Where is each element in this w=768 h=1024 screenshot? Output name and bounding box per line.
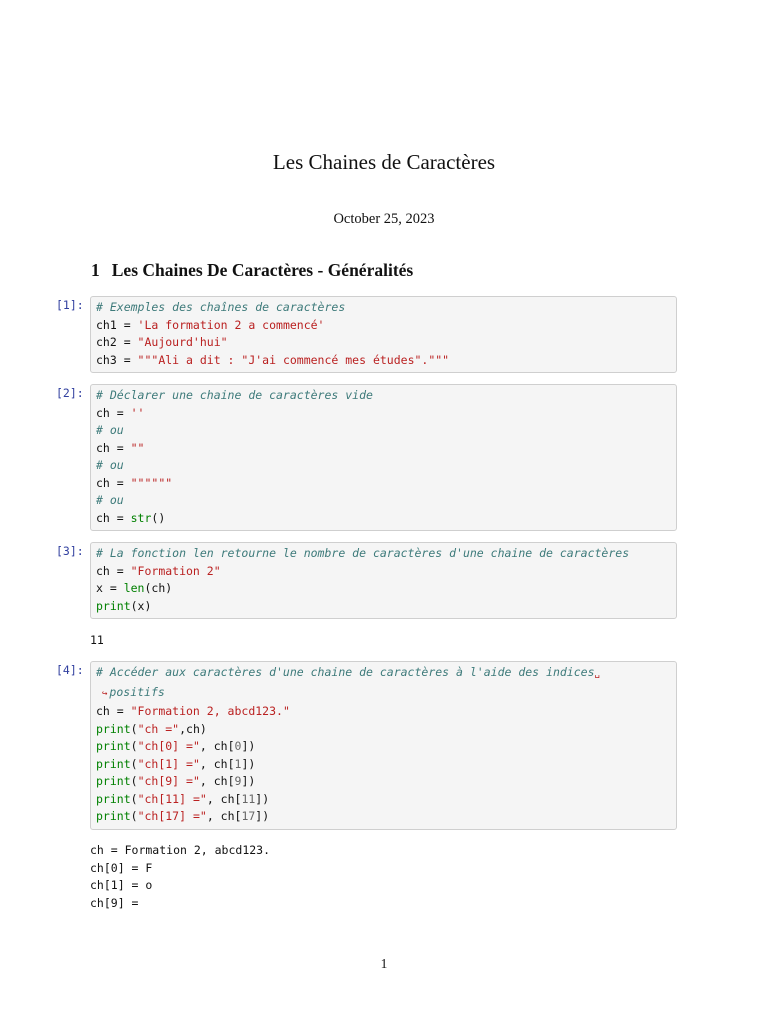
code-token: ( [130,721,138,736]
code-token: ch = [96,510,131,525]
page-number: 1 [380,956,388,971]
code-line [96,684,671,704]
code-token: x = [96,581,124,595]
code-token: print [96,809,131,823]
code-token: ( [130,791,138,806]
code-token: "ch[9] =" [137,774,200,788]
code-line [96,510,671,528]
code-token: , ch[ [206,791,242,806]
code-token: ( [130,756,138,771]
code-token: ch = [96,563,131,578]
code-token: 1 [234,756,242,771]
code-token: # ou [96,423,124,437]
output-line: ch = Formation 2, abcd123. [90,843,271,857]
code-token: "ch[17] =" [137,809,207,823]
cell-prompt: [1]: [56,298,84,312]
code-token: "Formation 2" [130,563,221,578]
section-heading [91,260,413,281]
code-token: (ch) [144,581,173,595]
code-token: , ch[ [206,809,242,823]
code-line [96,352,671,370]
code-token: positifs [109,684,165,699]
code-line [96,756,671,774]
cell-output [90,842,270,912]
code-token: "ch[11] =" [137,791,207,806]
cell-prompt: [3]: [56,544,84,558]
code-token: 0 [234,739,242,753]
code-token: ( [130,809,138,823]
code-line [96,598,671,616]
code-token: ( [130,774,138,788]
output-line: ch[1] = o [90,878,153,892]
code-token: ch1 = [96,317,138,332]
cell-prompt: [4]: [56,663,84,677]
cell-prompt: [2]: [56,386,84,400]
code-token: ( [130,739,138,753]
code-token: (x) [130,598,152,613]
code-token: ↪ [102,688,108,699]
code-token: """""" [130,475,173,490]
code-token: "" [130,440,145,455]
code-token: ch = [96,440,131,455]
code-token: "Aujourd'hui" [137,335,228,349]
code-line [96,475,671,493]
code-cell-3[interactable] [56,542,677,619]
code-cell-2[interactable] [56,384,677,531]
section-number: 1 [91,260,100,280]
code-token: , ch[ [199,774,235,788]
code-line [96,317,671,335]
document-date: October 25, 2023 [333,211,435,227]
code-line [96,457,671,475]
code-block[interactable] [90,384,677,531]
code-token: ch = [96,704,131,718]
code-line [96,664,671,684]
code-token: "ch =" [137,721,180,736]
code-token: # ou [96,493,124,507]
output-line: ch[9] = [90,895,139,910]
code-token: ]) [241,739,256,753]
code-token: "ch[0] =" [137,739,200,753]
code-line [96,334,671,352]
code-token: len [123,581,145,595]
code-token: # La fonction len retourne le nombre de caractères d'une chaine de caractères [96,546,630,560]
section-title: Les Chaines De Caractères - Généralités [111,260,414,280]
code-token: ]) [255,791,270,806]
code-block[interactable] [90,296,677,373]
code-token: , ch[ [199,739,235,753]
code-token: ,ch) [179,721,207,736]
code-token: str [130,510,152,525]
code-line [96,721,671,739]
code-token: 9 [234,774,242,788]
code-block[interactable] [90,661,677,830]
code-line [96,440,671,458]
code-token: # Déclarer une chaine de caractères vide [96,388,373,402]
code-line [96,563,671,581]
code-line [96,492,671,510]
code-token: print [96,739,131,753]
code-token: # Accéder aux caractères d'une chaine de caractères à l'aide des indices [96,665,595,679]
code-token: , ch[ [199,756,235,771]
code-token: ch = [96,475,131,490]
code-cell-4[interactable] [56,661,677,830]
code-token: print [96,598,131,613]
code-line [96,405,671,423]
code-line [96,808,671,826]
code-line [96,580,671,598]
code-token: ␣ [594,669,600,679]
code-token: ]) [241,774,256,788]
output-line: 11 [90,633,104,647]
code-token: print [96,774,131,788]
code-token: ch2 = [96,335,138,349]
code-cell-1[interactable] [56,296,677,373]
cell-output [90,632,104,650]
code-token: 'La formation 2 a commencé' [137,317,325,332]
code-block[interactable] [90,542,677,619]
code-token: print [96,721,131,736]
code-line [96,387,671,405]
document-title: Les Chaines de Caractères [272,150,496,174]
code-token: # ou [96,458,124,472]
code-token: ]) [241,756,256,771]
code-token: # Exemples des chaînes de caractères [96,300,346,314]
code-line [96,299,671,317]
code-token: """Ali a dit : "J'ai commencé mes études".""" [137,352,450,367]
code-line [96,703,671,721]
output-line: ch[0] = F [90,860,153,875]
code-token: '' [130,405,145,420]
code-token: ch = [96,405,131,420]
code-line [96,773,671,791]
code-line [96,422,671,440]
code-line [96,791,671,809]
code-token: 17 [241,809,256,823]
code-token: print [96,791,131,806]
code-line [96,738,671,756]
code-line [96,545,671,563]
code-token: print [96,756,131,771]
code-token: () [151,510,166,525]
code-token: ch3 = [96,352,138,367]
code-token: "Formation 2, abcd123." [130,704,290,718]
code-token: "ch[1] =" [137,756,200,771]
code-token: 11 [241,791,256,806]
code-token: ]) [255,809,270,823]
